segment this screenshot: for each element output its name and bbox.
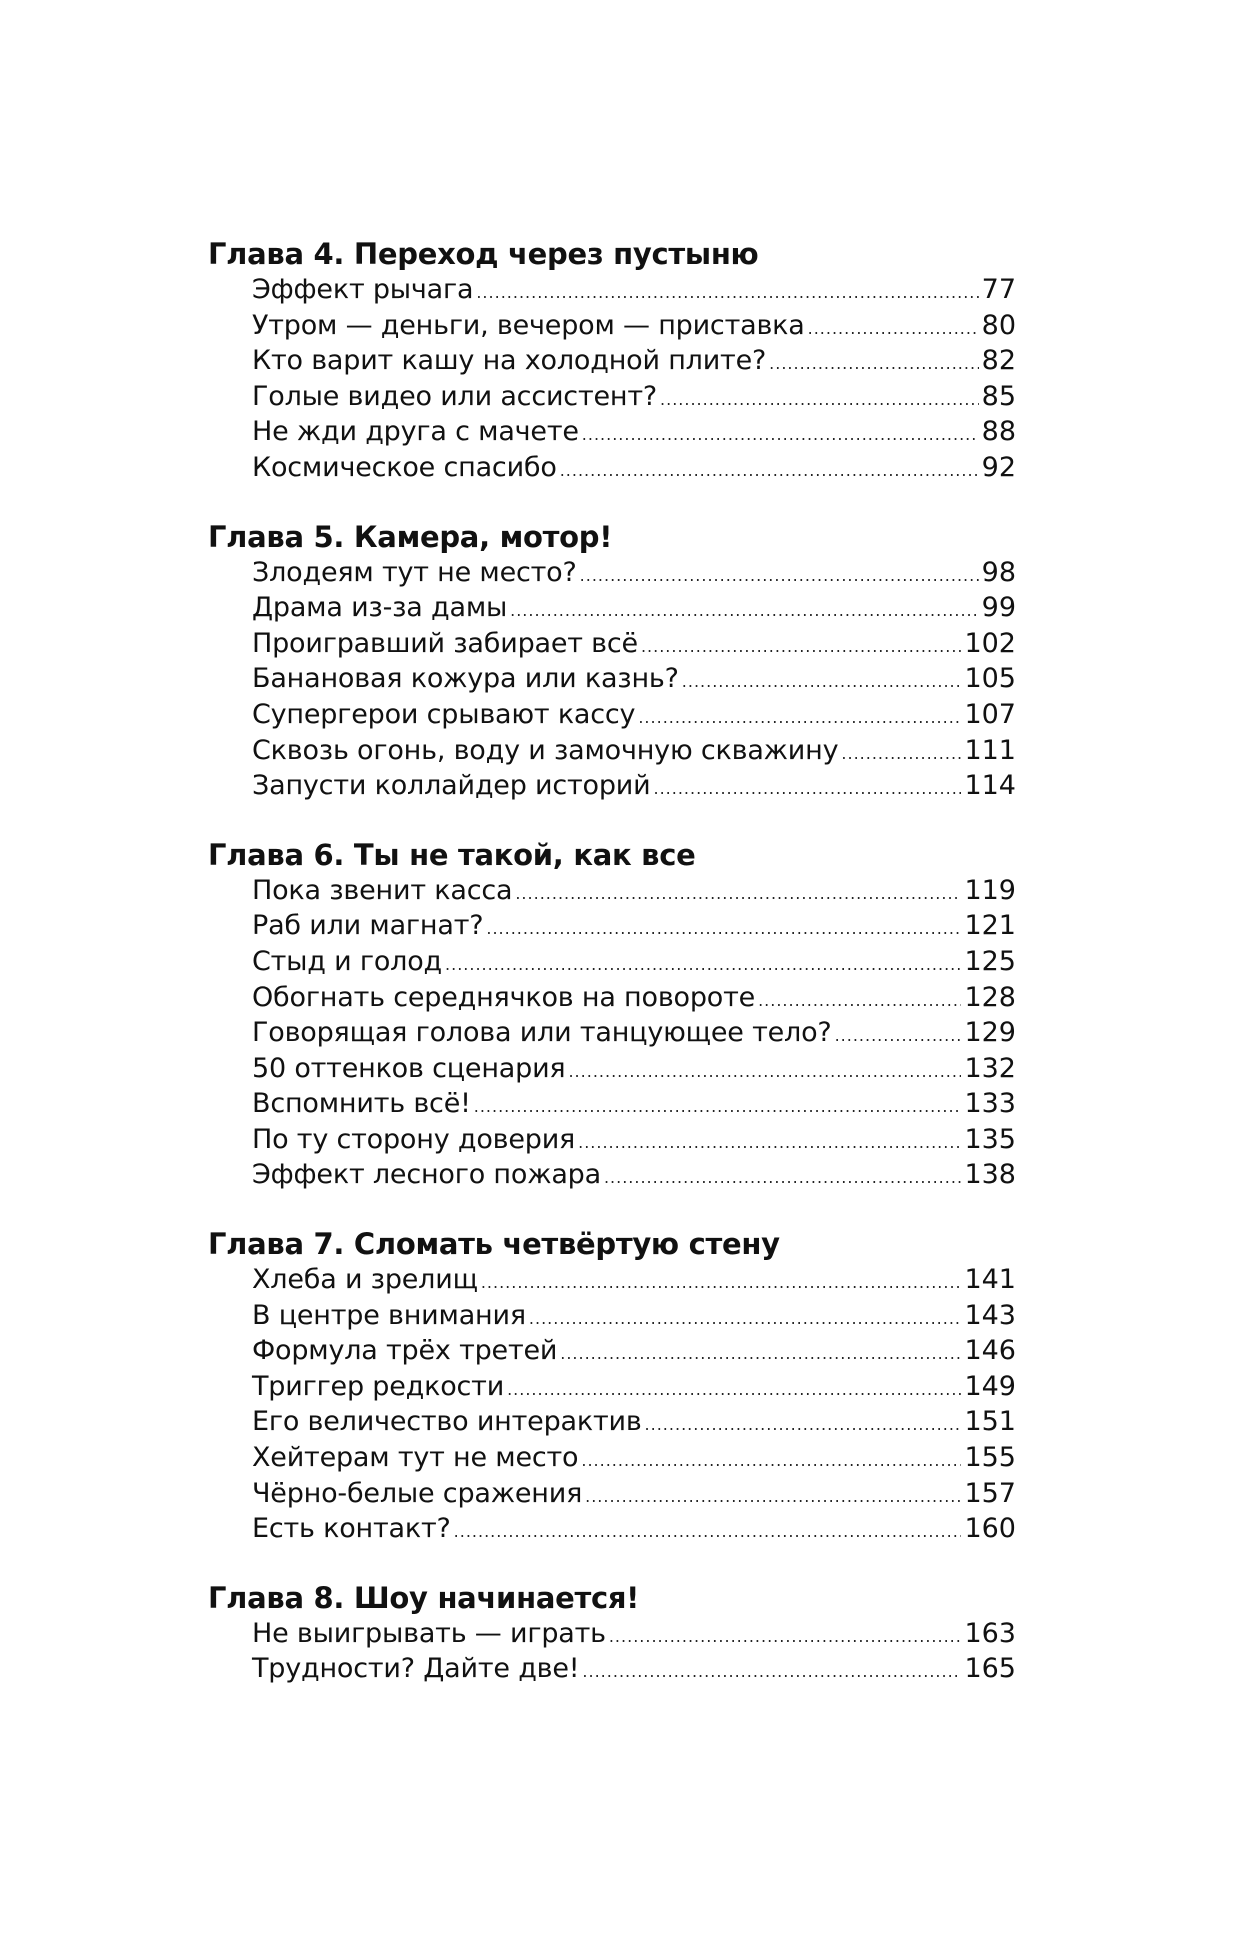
page-number: 121 bbox=[964, 910, 1016, 942]
entry-title: Стыд и голод bbox=[252, 945, 443, 977]
dot-leader bbox=[474, 1089, 962, 1125]
toc-entry bbox=[208, 1476, 1016, 1512]
entry-title: Раб или магнат? bbox=[252, 910, 484, 942]
toc-entry bbox=[208, 980, 1016, 1016]
page-number: 125 bbox=[964, 945, 1016, 977]
entry-title: Формула трёх третей bbox=[252, 1335, 558, 1367]
page-number: 88 bbox=[981, 416, 1016, 448]
page-number: 157 bbox=[964, 1477, 1016, 1509]
entry-title: Обогнать середнячков на повороте bbox=[252, 981, 756, 1013]
entry-title: Хлеба и зрелищ bbox=[252, 1264, 478, 1296]
entry-title: По ту сторону доверия bbox=[252, 1123, 576, 1155]
dot-leader bbox=[578, 1125, 961, 1161]
page-number: 111 bbox=[964, 734, 1016, 766]
toc-entry bbox=[208, 873, 1016, 909]
page-number: 114 bbox=[964, 770, 1016, 802]
toc-entry bbox=[208, 1404, 1016, 1440]
chapter-title: Глава 5. Камера, мотор! bbox=[208, 519, 613, 554]
entry-title: Проигравший забирает всё bbox=[252, 627, 638, 659]
page-number: 92 bbox=[981, 451, 1016, 483]
toc-entry bbox=[208, 272, 1016, 308]
toc-entry bbox=[208, 1298, 1016, 1334]
page-number: 129 bbox=[964, 1017, 1016, 1049]
entry-title: Драма из-за дамы bbox=[252, 592, 508, 624]
toc-entry bbox=[208, 590, 1016, 626]
entry-title: Запусти коллайдер историй bbox=[252, 770, 651, 802]
page-number: 99 bbox=[981, 592, 1016, 624]
toc-entry bbox=[208, 733, 1016, 769]
toc-entry bbox=[208, 1157, 1016, 1193]
dot-leader bbox=[769, 346, 979, 382]
entry-title: Голые видео или ассистент? bbox=[252, 380, 658, 412]
page-number: 128 bbox=[964, 981, 1016, 1013]
entry-title: Утром — деньги, вечером — приставка bbox=[252, 309, 805, 341]
page-number: 80 bbox=[981, 309, 1016, 341]
page-number: 102 bbox=[964, 627, 1016, 659]
toc-entry bbox=[208, 1086, 1016, 1122]
dot-leader bbox=[758, 983, 961, 1019]
chapter-4 bbox=[208, 236, 1016, 486]
dot-leader bbox=[486, 911, 961, 947]
page-number: 155 bbox=[964, 1442, 1016, 1474]
dot-leader bbox=[604, 1160, 962, 1196]
entry-title: Хейтерам тут не место bbox=[252, 1442, 579, 1474]
page-number: 107 bbox=[964, 698, 1016, 730]
page-number: 105 bbox=[964, 663, 1016, 695]
dot-leader bbox=[507, 1372, 961, 1408]
dot-leader bbox=[638, 700, 961, 736]
table-of-contents bbox=[208, 236, 1016, 1720]
toc-entry bbox=[208, 944, 1016, 980]
page-number: 143 bbox=[964, 1299, 1016, 1331]
dot-leader bbox=[609, 1619, 962, 1655]
page-number: 146 bbox=[964, 1335, 1016, 1367]
dot-leader bbox=[560, 453, 979, 489]
entry-title: В центре внимания bbox=[252, 1299, 526, 1331]
chapter-8 bbox=[208, 1580, 1016, 1687]
page-number: 133 bbox=[964, 1088, 1016, 1120]
toc-entry bbox=[208, 1015, 1016, 1051]
entry-title: Злодеям тут не место? bbox=[252, 556, 577, 588]
dot-leader bbox=[582, 1654, 961, 1690]
toc-entry bbox=[208, 1651, 1016, 1687]
entry-title: Эффект рычага bbox=[252, 274, 474, 305]
chapter-6 bbox=[208, 837, 1016, 1193]
entry-title: Банановая кожура или казнь? bbox=[252, 663, 679, 695]
entry-title: Есть контакт? bbox=[252, 1513, 451, 1545]
page-number: 132 bbox=[964, 1052, 1016, 1084]
chapter-title: Глава 7. Сломать четвёртую стену bbox=[208, 1227, 780, 1262]
chapter-7 bbox=[208, 1226, 1016, 1547]
dot-leader bbox=[445, 947, 961, 983]
entry-title: 50 оттенков сценария bbox=[252, 1052, 566, 1084]
entry-title: Чёрно-белые сражения bbox=[252, 1477, 583, 1509]
toc-entry bbox=[208, 450, 1016, 486]
entry-title: Не жди друга с мачете bbox=[252, 416, 579, 448]
page-number: 165 bbox=[964, 1653, 1016, 1685]
dot-leader bbox=[654, 771, 962, 807]
toc-entry bbox=[208, 1369, 1016, 1405]
entry-title: Космическое спасибо bbox=[252, 451, 557, 483]
entry-title: Сквозь огонь, воду и замочную скважину bbox=[252, 734, 839, 766]
dot-leader bbox=[582, 417, 979, 453]
entry-title: Трудности? Дайте две! bbox=[252, 1653, 580, 1685]
dot-leader bbox=[682, 664, 962, 700]
entry-title: Не выигрывать — играть bbox=[252, 1617, 606, 1649]
toc-entry bbox=[208, 1511, 1016, 1547]
toc-entry bbox=[208, 768, 1016, 804]
toc-entry bbox=[208, 414, 1016, 450]
toc-entry bbox=[208, 697, 1016, 733]
chapter-title: Глава 8. Шоу начинается! bbox=[208, 1580, 640, 1615]
page-number: 149 bbox=[964, 1370, 1016, 1402]
page-number: 119 bbox=[964, 874, 1016, 906]
dot-leader bbox=[841, 736, 961, 772]
dot-leader bbox=[641, 629, 962, 665]
page-number: 85 bbox=[981, 380, 1016, 412]
dot-leader bbox=[481, 1265, 962, 1301]
dot-leader bbox=[515, 876, 961, 912]
page-number: 163 bbox=[964, 1617, 1016, 1649]
dot-leader bbox=[645, 1407, 962, 1443]
dot-leader bbox=[580, 558, 979, 594]
chapter-title: Глава 6. Ты не такой, как все bbox=[208, 837, 696, 872]
page-number: 82 bbox=[981, 345, 1016, 377]
page-number: 98 bbox=[981, 556, 1016, 588]
dot-leader bbox=[835, 1018, 962, 1054]
entry-title: Вспомнить всё! bbox=[252, 1088, 471, 1120]
toc-entry bbox=[208, 1616, 1016, 1652]
page-number: 135 bbox=[964, 1123, 1016, 1155]
dot-leader bbox=[581, 1443, 961, 1479]
entry-title: Кто варит кашу на холодной плите? bbox=[252, 345, 767, 377]
toc-entry bbox=[208, 343, 1016, 379]
page-number: 160 bbox=[964, 1513, 1016, 1545]
chapter-5 bbox=[208, 519, 1016, 804]
dot-leader bbox=[808, 311, 979, 347]
dot-leader bbox=[454, 1514, 962, 1550]
dot-leader bbox=[529, 1301, 962, 1337]
dot-leader bbox=[568, 1054, 961, 1090]
toc-entry bbox=[208, 555, 1016, 591]
toc-entry bbox=[208, 661, 1016, 697]
entry-title: Пока звенит касса bbox=[252, 874, 513, 906]
entry-title: Его величество интерактив bbox=[252, 1406, 642, 1438]
page-number: 151 bbox=[964, 1406, 1016, 1438]
toc-entry bbox=[208, 908, 1016, 944]
entry-title: Эффект лесного пожара bbox=[252, 1159, 601, 1191]
dot-leader bbox=[585, 1479, 961, 1515]
dot-leader bbox=[560, 1336, 961, 1372]
entry-title: Триггер редкости bbox=[252, 1370, 505, 1402]
toc-entry bbox=[208, 1440, 1016, 1476]
page-number: 77 bbox=[981, 274, 1016, 305]
toc-entry bbox=[208, 626, 1016, 662]
entry-title: Говорящая голова или танцующее тело? bbox=[252, 1017, 832, 1049]
toc-entry bbox=[208, 1333, 1016, 1369]
entry-title: Супергерои срывают кассу bbox=[252, 698, 636, 730]
dot-leader bbox=[510, 593, 979, 629]
toc-entry bbox=[208, 1122, 1016, 1158]
toc-entry bbox=[208, 308, 1016, 344]
toc-entry bbox=[208, 379, 1016, 415]
dot-leader bbox=[476, 275, 978, 311]
page-number: 141 bbox=[964, 1264, 1016, 1296]
toc-entry bbox=[208, 1262, 1016, 1298]
toc-entry bbox=[208, 1051, 1016, 1087]
page-number: 138 bbox=[964, 1159, 1016, 1191]
dot-leader bbox=[660, 382, 979, 418]
chapter-title: Глава 4. Переход через пустыню bbox=[208, 237, 759, 271]
